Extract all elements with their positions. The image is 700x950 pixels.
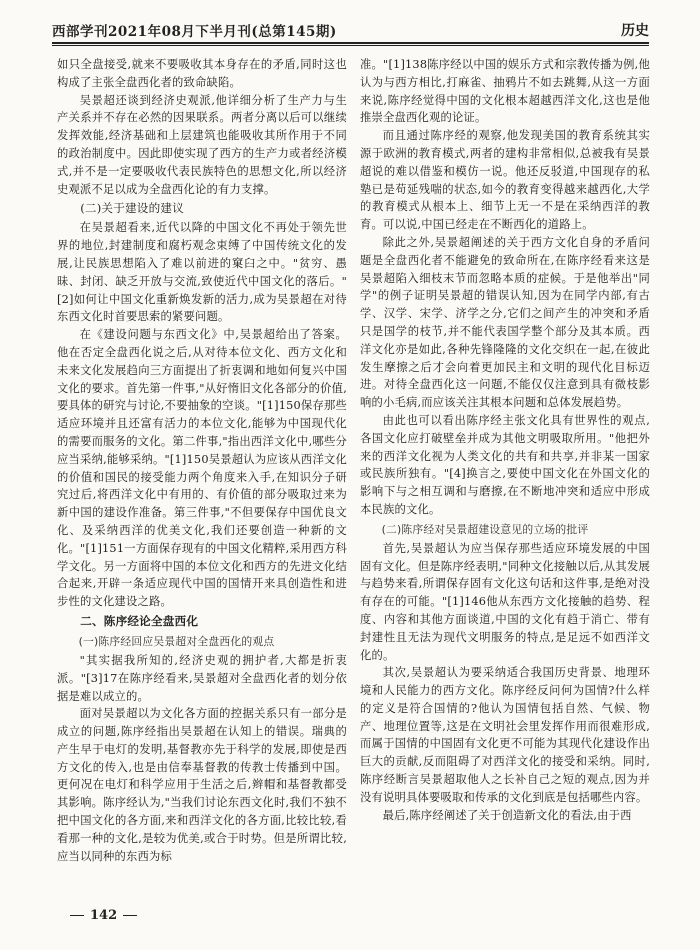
footer-dash-left xyxy=(70,915,84,916)
left-paragraph: 在吴景超看来,近代以降的中国文化不再处于领先世界的地位,封建制度和腐朽观念束缚了中国传统文化的发展,让民族思想陷入了难以前进的窠臼之中。"贫穷、愚昧、封闭、缺乏开放与交流,致使近代中国文化的落后。"[2]如何让中国文化重新焕发新的活力,成为吴景超在对待东西文化时首要思索的紧要问题。 xyxy=(57,221,347,324)
left-heading: (一)陈序经回应吴景超对全盘西化的观点 xyxy=(78,634,275,648)
left-heading: 二、陈序经论全盘西化 xyxy=(80,613,199,628)
footer-dash-right xyxy=(123,915,137,916)
left-column xyxy=(57,56,347,865)
right-paragraph: 由此也可以看出陈序经主张文化具有世界性的观点,各国文化应打破壁垒并成为其他文明吸取所用。"他把外来的西洋文化视为人类文化的共有和共享,并非某一国家或民族所独有。"[4]换言之,要使中国文化在外国文化的影响下与之相互调和与磨擦,在不断地冲突和适应中形成本民族的文化。 xyxy=(360,413,650,516)
left-paragraph: "其实据我所知的,经济史观的拥护者,大都是折衷派。"[3]17在陈序经看来,吴景超对全盘西化者的划分依据是难以成立的。 xyxy=(57,653,347,703)
page-footer xyxy=(64,908,143,923)
left-heading: (二)关于建设的建议 xyxy=(80,201,184,216)
left-paragraph: 吴景超还谈到经济史观派,他详细分析了生产力与生产关系并不存在必然的因果联系。两者分离以后可以继续发挥效能,经济基础和上层建筑也能吸收其所作用于不同的政治制度中。因此即使实现了西方的生产力或者经济模式,并不是一定要吸收代表民族特色的思想文化,所以经济史观派不足以成为全盘西化论的有力支撑。 xyxy=(57,93,347,196)
page-number: 142 xyxy=(90,908,118,923)
header-rule-thin xyxy=(52,45,649,46)
left-paragraph: 如只全盘接受,就来不要吸收其本身存在的矛盾,同时这也构成了主张全盘西化者的致命缺陷。 xyxy=(57,58,347,89)
right-paragraph: 准。"[1]138陈序经以中国的娱乐方式和宗教传播为例,他认为与西方相比,打麻雀、抽鸦片不如去跳舞,从这一方面来说,陈序经觉得中国的文化根本超越西洋文化,这也是他推崇全盘西化观的论证。 xyxy=(360,58,650,125)
right-paragraph: 而且通过陈序经的观察,他发现美国的教育系统其实源于欧洲的教育模式,两者的建构非常相似,总被我有吴景超说的难以借鉴和模仿一说。他还反驳道,中国现存的私塾已是苟延残喘的状态,如今的教育变得越来越西化,大学的教育模式从根本上、细节上无一不是在采纳西洋的教育。可以说,中国已经走在不断西化的道路上。 xyxy=(360,129,650,232)
right-paragraph: 首先,吴景超认为应当保存那些适应环境发展的中国固有文化。但是陈序经表明,"同种文化接触以后,从其发展与趋势来看,所谓保存固有文化这句话和这件事,是绝对没有存在的可能。"[1]146他从东西方文化接触的趋势、程度、内容和其他方面谈道,中国的文化有趋于消亡、带有封建性且无法为现代文明服务的特点,是足远不如西洋文化的。 xyxy=(360,541,650,662)
journal-masthead: 西部学刊2021年08月下半月刊(总第145期) xyxy=(52,24,337,40)
running-header xyxy=(52,18,649,42)
left-paragraph: 在《建设问题与东西文化》中,吴景超给出了答案。他在否定全盘西化说之后,从对待本位文化、西方文化和未来文化发展趋向三方面提出了折衷调和地如何复兴中国文化的要求。首先第一件事,"从好惰旧文化各部分的价值,要具体的研究与讨论,不要抽象的空谈。"[1]150保存那些适应环境并且还富有活力的本位文化,能够为中国现代化的需要而服务的文化。第二件事,"指出西洋文化中,哪些分应当采纳,能够采纳。"[1]150吴景超认为应该从西洋文化的价值和国民的接受能力两个角度来入手,在知识分子研究过后,将西洋文化中有用的、有价值的部分吸取过来为新中国的建设作准备。第三件事,"不但要保存中国优良文化、及采纳西洋的优美文化,我们还要创造一种新的文化。"[1]151一方面保存现有的中国文化精粹,采用西方科学文化。另一方面将中国的本位文化和西方的先进文化结合起来,开辟一条适应现代中国的国情开来具创造性和进步性的文化建设之路。 xyxy=(57,328,347,609)
left-paragraph: 面对吴景超以为文化各方面的控据关系只有一部分是成立的问题,陈序经指出吴景超在认知上的错误。瑞典的产生早于电灯的发明,基督教亦先于科学的发展,即使是西方文化的传入,也是由信奉基督教的传教士传播到中国。更何况在电灯和科学应用于生活之后,辫帽和基督教都受其影响。陈序经认为,"当我们讨论东西文化时,我们不独不把中国文化的各方面,来和西洋文化的各方面,比较比较,看看那一种的文化,是较为优美,或合于时势。但是所谓比较,应当以同种的东西为标 xyxy=(57,707,347,863)
right-paragraph: 其次,吴景超认为要采纳适合我国历史背景、地理环境和人民能力的西方文化。陈序经反问何为国情?什么样的定义是符合国情的?他认为国情包括自然、气候、物产、地理位置等,这是在文明社会里发挥作用而很难形成,而属于国情的中国固有文化更不可能为其现代化建设作出巨大的贡献,反而阻碍了对西洋文化的接受和采纳。同时,陈序经断言吴景超取他人之长补自己之短的观点,因为并没有说明具体要吸取和传承的文化到底是包括哪些内容。 xyxy=(360,666,650,804)
section-title: 历史 xyxy=(621,23,649,39)
right-paragraph: 最后,陈序经阐述了关于创造新文化的看法,由于西 xyxy=(382,808,632,822)
right-paragraph: 除此之外,吴景超阐述的关于西方文化自身的矛盾问题是全盘西化者不能避免的致命所在,在陈序经看来这是吴景超陷入细枝末节而忽略本质的症候。于是他举出"同学"的例子证明吴景超的错误认知,因为在同学内部,有古学、汉学、宋学、济学之分,它们之间产生的冲突和矛盾只是国学的枝节,并不能代表国学整个部分及其本质。西洋文化亦是如此,各种先锋隆隆的文化交织在一起,在彼此发生摩擦之后才会向着更加民主和文明的现代化目标迈进。对待全盘西化这一问题,不能仅仅注意到具有微枝影响的小毛病,而应该关注其根本问题和总体发展趋势。 xyxy=(360,235,650,410)
header-rule-thick xyxy=(52,42,649,44)
right-heading: (二)陈序经对吴景超建设意见的立场的批评 xyxy=(381,522,589,536)
right-column xyxy=(360,56,650,824)
